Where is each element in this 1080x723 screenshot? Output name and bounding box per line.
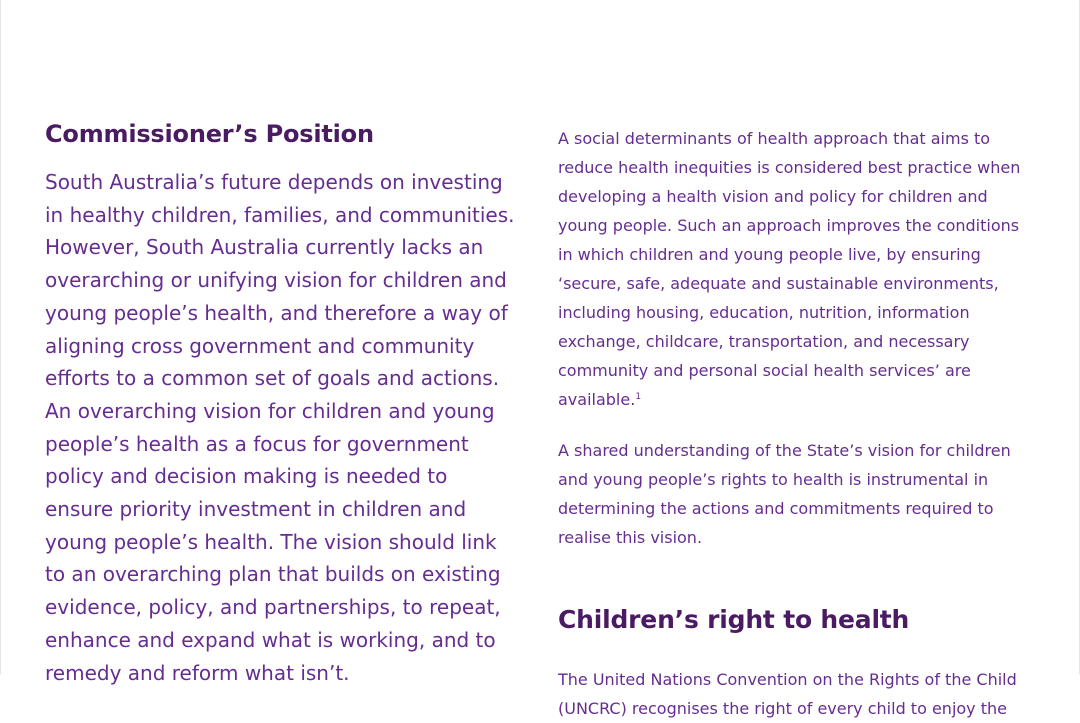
shared-understanding-paragraph: A shared understanding of the State’s vision for children and young people’s rights to health is instrumental in determining the actions and commitments required to realise this vision. [558,441,1011,547]
footnote-marker: 1 [635,392,642,402]
uncrc-paragraph: The United Nations Convention on the Rights of the Child (UNCRC) recognises the right of every child to enjoy the [558,670,1017,718]
commissioners-position-heading: Commissioner’s Position [45,120,374,148]
right-column [558,124,1038,723]
social-determinants-paragraph [558,124,1038,414]
commissioners-position-paragraph: South Australia’s future depends on investing in healthy children, families, and communities. However, South Australia currently lacks an overarching or unifying vision for children and young people’s health, and therefore a way of aligning cross government and community efforts to a common set of goals and actions. An overarching vision for children and young people’s health as a focus for government policy and decision making is needed to ensure priority investment in children and young people’s health. The vision should link to an overarching plan that builds on existing evidence, policy, and partnerships, to repeat, enhance and expand what is working, and to remedy and reform what isn’t. [45,170,515,685]
left-column [45,114,517,689]
social-determinants-text: A social determinants of health approach that aims to reduce health inequities is considered best practice when developing a health vision and policy for children and young people. Such an approach improves the conditions in which children and young people live, by ensuring ‘secure, safe, adequate and sustainable environments, including housing, education, nutrition, information exchange, childcare, transportation, and necessary community and personal social health services’ are available. [558,129,1021,409]
childrens-right-to-health-heading: Children’s right to health [558,605,910,634]
